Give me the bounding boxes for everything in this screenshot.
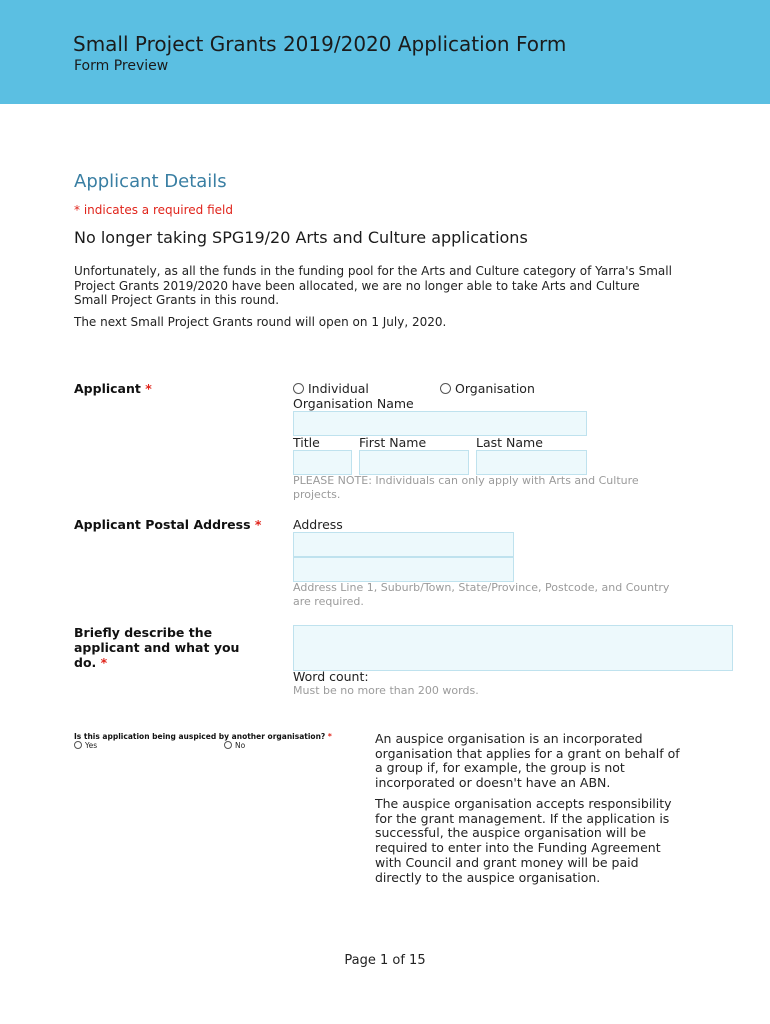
first-name-label: First Name	[359, 435, 427, 450]
word-count-label: Word count:	[293, 669, 369, 684]
auspice-info-paragraph-2: The auspice organisation accepts responsibility for the grant management. If the application is successful, the auspice organisation will be required to enter into the Funding Agreement with Council and grant money will be paid directly to the auspice organisation.	[375, 796, 672, 885]
radio-circle-icon	[293, 383, 304, 394]
organisation-name-label: Organisation Name	[293, 396, 414, 411]
radio-organisation[interactable]: Organisation	[440, 381, 535, 396]
address-hint: Address Line 1, Suburb/Town, State/Province, Postcode, and Country are required.	[293, 581, 670, 608]
radio-auspice-yes[interactable]: Yes	[74, 741, 97, 750]
address-line-2-field[interactable]	[293, 557, 514, 582]
form-subtitle: Form Preview	[74, 58, 169, 74]
address-label: Address	[293, 517, 343, 532]
form-title: Small Project Grants 2019/2020 Application Form	[73, 32, 567, 56]
required-field-note: * indicates a required field	[74, 203, 233, 217]
describe-applicant-textarea[interactable]	[293, 625, 733, 671]
first-name-field[interactable]	[359, 450, 469, 475]
individuals-note: PLEASE NOTE: Individuals can only apply with Arts and Culture projects.	[293, 474, 639, 501]
next-round-paragraph: The next Small Project Grants round will open on 1 July, 2020.	[74, 315, 447, 329]
radio-circle-icon	[74, 741, 82, 749]
word-limit-hint: Must be no more than 200 words.	[293, 684, 479, 697]
address-line-1-field[interactable]	[293, 532, 514, 557]
auspice-question-label: Is this application being auspiced by another organisation? *	[74, 732, 332, 741]
auspice-info-paragraph-1: An auspice organisation is an incorporated organisation that applies for a grant on behalf of a group if, for example, the group is not incorporated or doesn't have an ABN.	[375, 731, 680, 791]
last-name-field[interactable]	[476, 450, 587, 475]
applicant-label: Applicant *	[74, 381, 152, 396]
notice-heading: No longer taking SPG19/20 Arts and Culture applications	[74, 228, 528, 247]
organisation-name-field[interactable]	[293, 411, 587, 436]
describe-applicant-label: Briefly describe the applicant and what you do. *	[74, 625, 240, 670]
last-name-label: Last Name	[476, 435, 543, 450]
radio-individual[interactable]: Individual	[293, 381, 369, 396]
radio-circle-icon	[440, 383, 451, 394]
form-header	[0, 0, 770, 104]
title-label: Title	[293, 435, 320, 450]
postal-address-label: Applicant Postal Address *	[74, 517, 262, 532]
title-field[interactable]	[293, 450, 352, 475]
notice-paragraph: Unfortunately, as all the funds in the funding pool for the Arts and Culture category of Yarra's Small Project Grants 2019/2020 have been allocated, we are no longer able to take Arts and Culture Small Project Grants in this round.	[74, 264, 672, 307]
radio-auspice-no[interactable]: No	[224, 741, 245, 750]
page-indicator: Page 1 of 15	[344, 953, 426, 968]
section-title: Applicant Details	[74, 171, 227, 192]
radio-circle-icon	[224, 741, 232, 749]
